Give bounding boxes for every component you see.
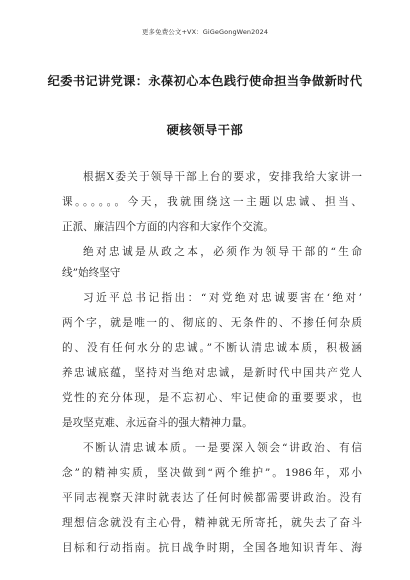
body-line: 理想信念就没有主心骨，精神就无所寄托，就失去了奋斗 — [62, 517, 362, 529]
body-line: 课。。。。。。今天，我就围绕这一主题以忠诚、担当、 — [62, 196, 362, 208]
body-line: 绝对忠诚是从政之本，必须作为领导干部的“生命 — [83, 246, 362, 258]
document-title-line-1: 纪委书记讲党课：永葆初心本色践行使命担当争做新时代 — [47, 74, 363, 88]
body-line: 念”的精神实质，坚决做到“两个维护”。1986年，邓小 — [62, 467, 362, 479]
body-line: 两个字，就是唯一的、彻底的、无条件的、不掺任何杂质 — [62, 317, 362, 329]
body-line: 习近平总书记指出：“对党绝对忠诚要害在‘绝对’ — [83, 292, 362, 304]
body-line: 线”始终坚守 — [62, 267, 121, 279]
body-line: 根据X委关于领导干部上台的要求，安排我给大家讲一 — [83, 171, 362, 183]
body-line: 正派、廉洁四个方面的内容和大家作个交流。 — [62, 221, 274, 233]
body-line: 不断认清忠诚本质。一是要深入领会“讲政治、有信 — [83, 442, 362, 454]
body-line: 的、没有任何水分的忠诚。”不断认清忠诚本质，积极涵 — [62, 342, 362, 354]
body-line: 平同志视察天津时就表达了任何时候都需要讲政治。没有 — [62, 492, 362, 504]
body-line: 养忠诚底蕴，坚持对当绝对忠诚，是新时代中国共产党人 — [62, 367, 362, 379]
document-title-line-2: 硬核领导干部 — [166, 123, 244, 137]
body-line: 目标和行动指南。抗日战争时期，全国各地知识青年、海 — [62, 542, 362, 554]
body-line: 是攻坚克难、永远奋斗的强大精神力量。 — [62, 417, 253, 429]
header-source-line: 更多免费公文+VX：GiGeGongWen2024 — [141, 28, 269, 36]
body-line: 党性的充分体现，是不忘初心、牢记使命的重要要求，也 — [62, 392, 362, 404]
